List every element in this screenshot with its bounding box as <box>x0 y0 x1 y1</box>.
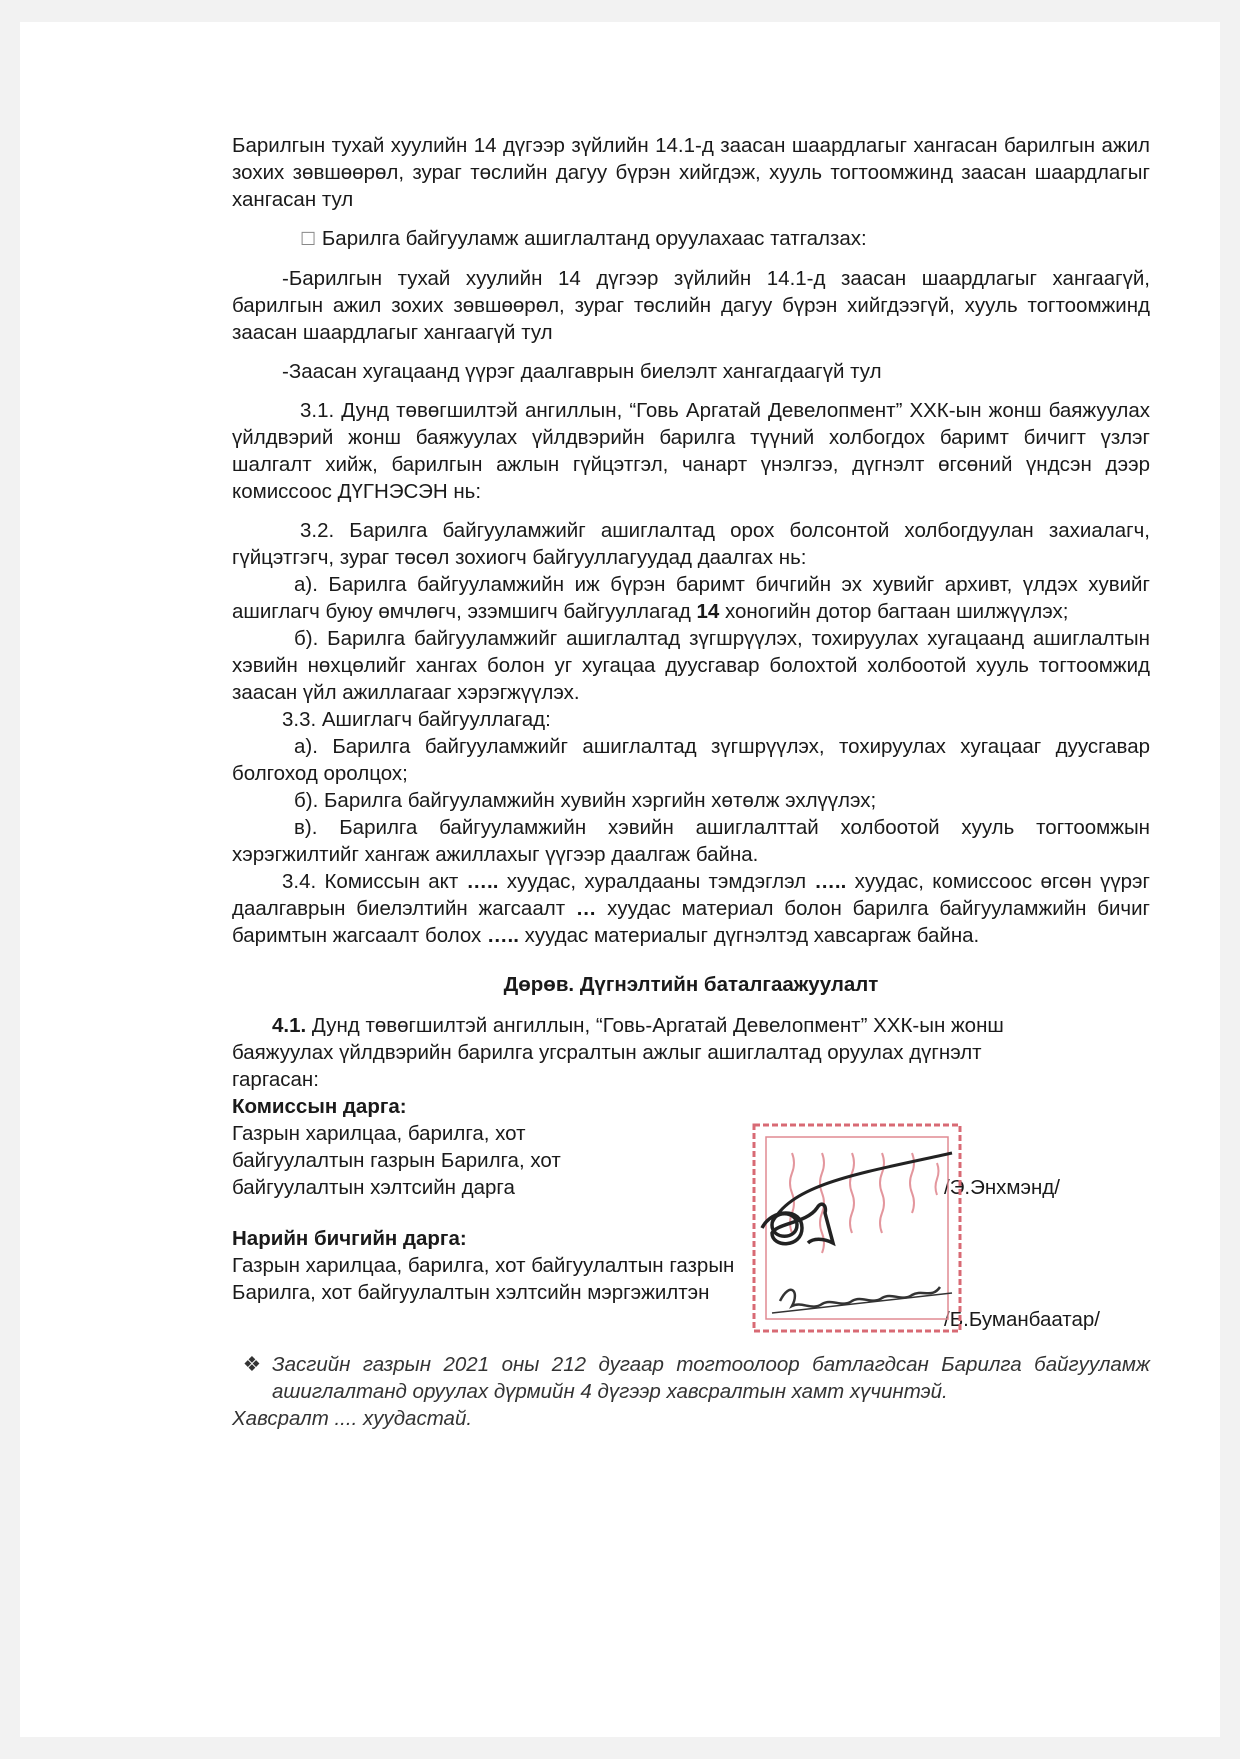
footnote <box>232 1351 1150 1432</box>
paragraph: 4.1. Дунд төвөгшилтэй ангиллын, “Говь-Аргатай Девелопмент” ХХК-ын жонш баяжуулах үйлдвэрийн барилга угсралтын ажлыг ашиглалтад оруулах дүгнэлт гаргасан: <box>232 1014 1004 1091</box>
diamond-bullet-icon: ❖ <box>242 1353 262 1376</box>
signer-title: Комиссын дарга: <box>232 1095 407 1118</box>
stamp-script-lines <box>790 1153 939 1253</box>
signer-1 <box>232 1093 732 1201</box>
checkbox-icon: ☐ <box>300 229 317 249</box>
paragraph: -Барилгын тухай хуулийн 14 дүгээр зүйлийн 14.1-д заасан шаардлагыг хангаагүй, барилгын ажил зохих зөвшөөрөл, зураг төслийн дагуу бүрэн хийгдээгүй, хууль тогтоомжинд заасан шаардлагыг хангаагүй тул <box>232 267 1150 344</box>
paragraph: 3.1. Дунд төвөгшилтэй ангиллын, “Говь Аргатай Девелопмент” ХХК-ын жонш баяжуулах үйлдвэрий жонш баяжуулах үйлдвэрийн барилга түүний холбогдох баримт бичигт үзлэг шалгалт хийж, барилгын ажлын гүйцэтгэл, чанарт үнэлгээ, дүгнэлт өгсөний үндсэн дээр комиссоос ДҮГНЭСЭН нь: <box>232 399 1150 503</box>
option-line <box>232 225 1150 253</box>
attachment-note: Хавсралт .... хуудастай. <box>232 1407 473 1430</box>
signer-org: Газрын харилцаа, барилга, хот байгуулалтын газрын Барилга, хот байгуулалтын хэлтсийн мэргэжилтэн <box>232 1254 735 1304</box>
signature-underline <box>772 1293 952 1313</box>
paragraph: а). Барилга байгууламжийг ашиглалтад зүгшрүүлэх, тохируулах хугацааг дуусгавар болгоход оролцох; <box>232 735 1150 785</box>
signer-title: Нарийн бичгийн дарга: <box>232 1227 467 1250</box>
section-heading: Дөрөв. Дүгнэлтийн баталгаажуулалт <box>503 973 879 996</box>
paragraph: в). Барилга байгууламжийн хэвийн ашиглалттай холбоотой хууль тогтоомжын хэрэгжилтийг хангаж ажиллахыг үүгээр даалгаж байна. <box>232 816 1150 866</box>
signer-name: /Б.Буманбаатар/ <box>944 1308 1100 1331</box>
signer-name: /Э.Энхмэнд/ <box>944 1176 1060 1199</box>
paragraph: -Заасан хугацаанд үүрэг даалгаврын биелэлт хангагдаагүй тул <box>282 360 882 383</box>
paragraph: б). Барилга байгууламжийн хувийн хэргийн хөтөлж эхлүүлэх; <box>294 789 877 812</box>
paragraph: Барилгын тухай хуулийн 14 дүгээр зүйлийн 14.1-д заасан шаардлагыг хангасан барилгын ажил зохих зөвшөөрөл, зураг төслийн дагуу бүрэн хийгдэж, хууль тогтоомжинд заасан шаардлагыг хангасан тул <box>232 134 1150 211</box>
option-label: Барилга байгууламж ашиглалтанд оруулахаас татгалзах: <box>321 227 867 250</box>
paragraph: 3.4. Комиссын акт ….. хуудас, хуралдааны тэмдэглэл ….. хуудас, комиссоос өгсөн үүрэг даалгаврын биелэлтийн жагсаалт … хуудас материал болон барилга байгууламжийн бичиг баримтын жагсаалт болох ….. хуудас материалыг дүгнэлтэд хавсаргаж байна. <box>232 870 1151 947</box>
paragraph: 3.3. Ашиглагч байгууллагад: <box>282 708 551 731</box>
document-body <box>232 132 1150 1432</box>
signer-org: Газрын харилцаа, барилга, хот байгуулалтын газрын Барилга, хот байгуулалтын хэлтсийн дарга <box>232 1122 561 1199</box>
official-stamp <box>752 1123 962 1333</box>
paragraph: б). Барилга байгууламжийг ашиглалтад зүгшрүүлэх, тохируулах хугацаанд ашиглалтын хэвийн нөхцөлийг хангах болон уг хугацаа дуусгавар болохтой холбоотой хууль тогтоомжид заасан үйл ажиллагааг хэрэгжүүлэх. <box>232 627 1150 704</box>
footnote-text: Засгийн газрын 2021 оны 212 дугаар тогтоолоор батлагдсан Барилга байгууламж ашиглалтанд оруулах дүрмийн 4 дүгээр хавсралтын хамт хүчинтэй. <box>272 1353 1150 1403</box>
document-page <box>20 22 1220 1737</box>
paragraph: 3.2. Барилга байгууламжийг ашиглалтад орох болсонтой холбогдуулан захиалагч, гүйцэтгэгч, зураг төсөл зохиогч байгууллагуудад даалгах нь: <box>232 519 1150 569</box>
paragraph: а). Барилга байгууламжийн иж бүрэн баримт бичгийн эх хувийг архивт, үлдэх хувийг ашиглагч буюу өмчлөгч, эзэмшигч байгууллагад 14 хоногийн дотор багтаан шилжүүлэх; <box>232 573 1150 623</box>
signature-block <box>232 1093 1150 1343</box>
footnote-item <box>232 1351 1150 1405</box>
signer-2 <box>232 1225 735 1306</box>
signature-stroke <box>772 1153 952 1223</box>
